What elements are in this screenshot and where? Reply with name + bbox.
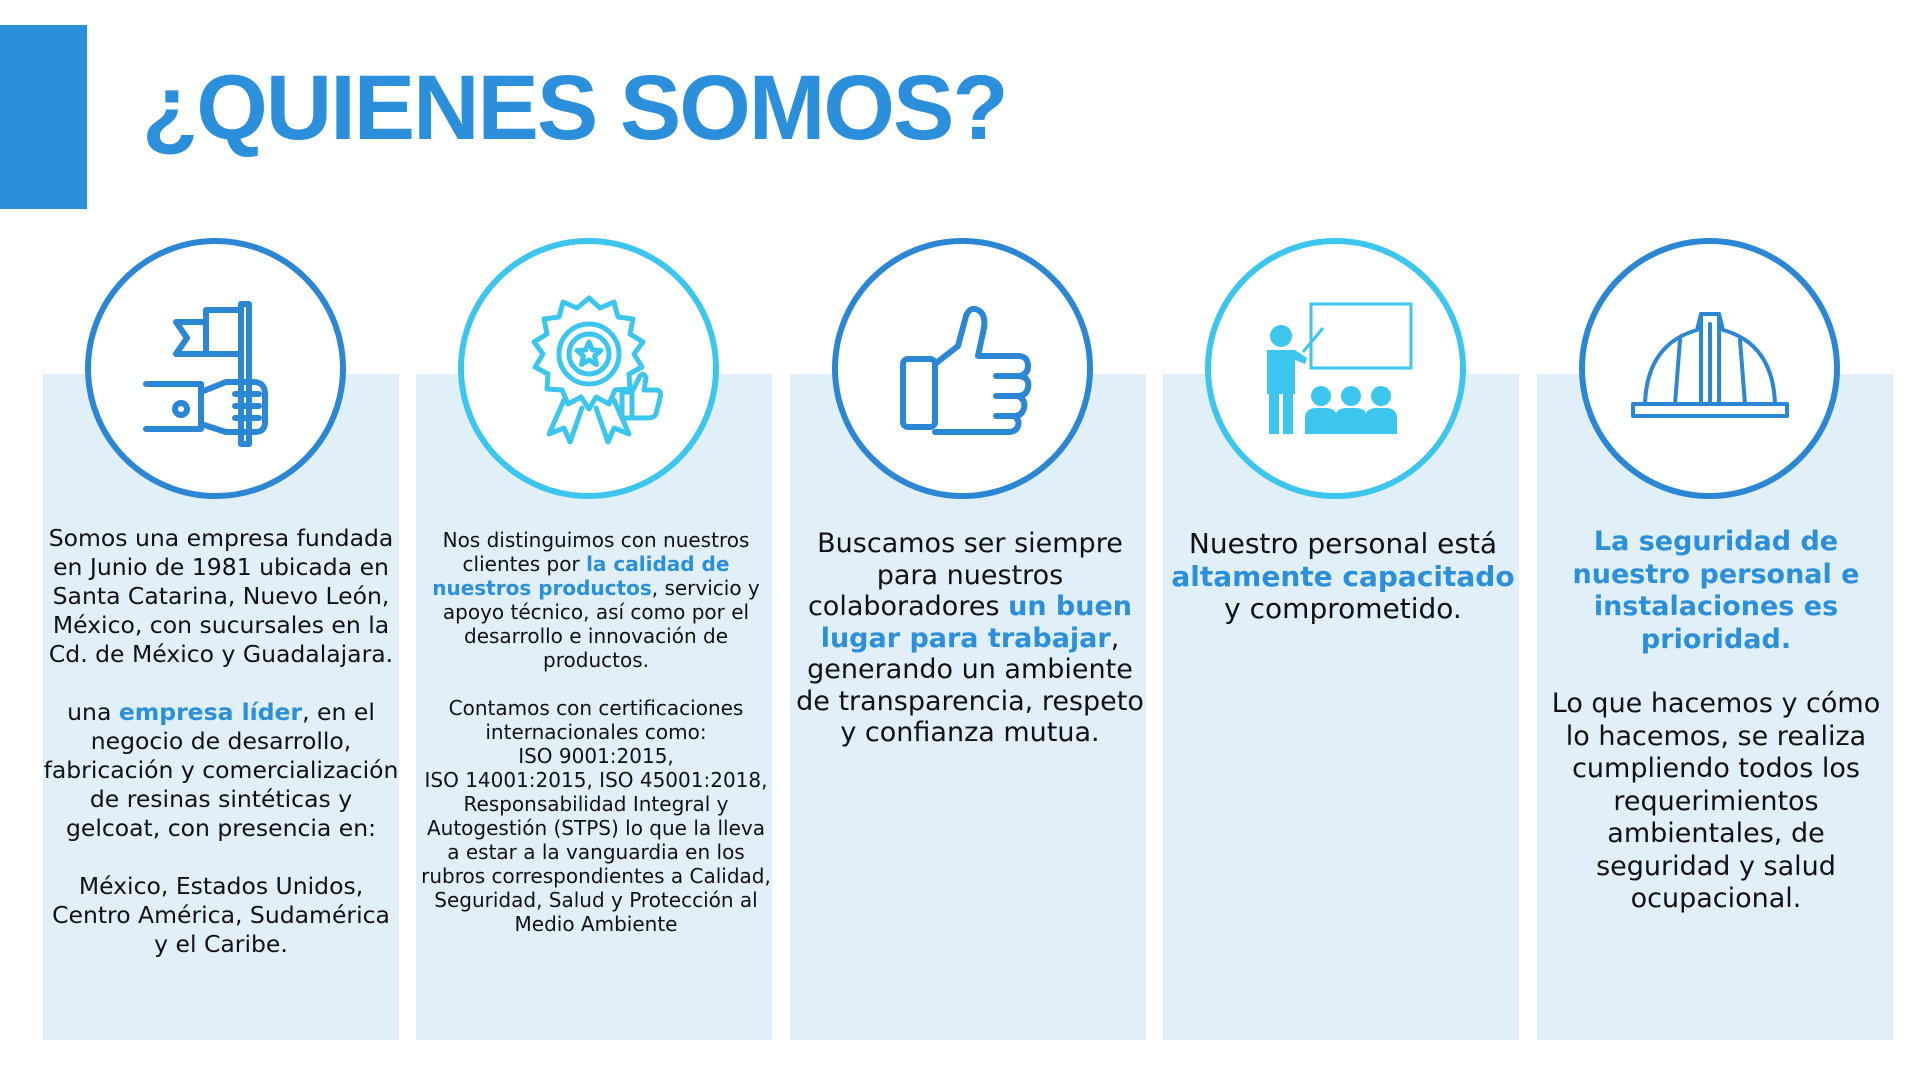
leadership-pre: una (67, 698, 119, 726)
workplace-post: , generando un ambiente de transparencia, respeto y confianza mutua. (796, 622, 1144, 748)
thumbs-up-icon (832, 238, 1093, 499)
page-title: ¿QUIENES SOMOS? (142, 57, 1007, 159)
staff-highlight: altamente capacitado (1171, 559, 1515, 593)
history-text (43, 524, 399, 959)
quality-paragraph (418, 528, 774, 672)
award-badge-icon (458, 238, 719, 499)
leadership-post: , en el negocio de desarrollo, fabricación y comercialización de resinas sintéticas y gelcoat, con presencia en: (43, 698, 399, 842)
staff-post: y comprometido. (1224, 592, 1462, 625)
certifications-list: ISO 14001:2015, ISO 45001:2018, Responsabilidad Integral y Autogestión (STPS) lo que la lleva a estar a la vanguardia en los rubros correspondientes a Calidad, Seguridad, Salud y Protección al Medio Ambiente (421, 768, 771, 936)
workplace-paragraph (792, 528, 1148, 749)
leadership-highlight: empresa líder (118, 698, 303, 726)
teacher-presentation-icon (1205, 238, 1466, 499)
quality-pre: Nos distinguimos con nuestros clientes por (442, 528, 750, 576)
leadership-paragraph (43, 698, 399, 843)
certifications-intro: Contamos con certificaciones internacionales como: (448, 696, 744, 744)
staff-text (1165, 528, 1521, 626)
staff-paragraph (1165, 528, 1521, 626)
safety-paragraph: Lo que hacemos y cómo lo hacemos, se realiza cumpliendo todos los requerimientos ambientales, de seguridad y salud ocupacional. (1551, 688, 1881, 914)
safety-text (1538, 526, 1894, 916)
presence-paragraph: México, Estados Unidos, Centro América, Sudamérica y el Caribe. (52, 872, 390, 958)
workplace-text (792, 528, 1148, 749)
hand-flag-icon (85, 238, 346, 499)
quality-post: , servicio y apoyo técnico, así como por el desarrollo e innovación de productos. (442, 576, 760, 672)
workplace-pre: Buscamos ser siempre para nuestros colaboradores (807, 528, 1123, 622)
workplace-highlight: un buen lugar para trabajar (820, 591, 1133, 654)
quality-highlight: la calidad de nuestros productos (432, 552, 730, 600)
accent-bar (0, 25, 87, 209)
hard-hat-icon (1579, 238, 1840, 499)
quality-text (418, 528, 774, 936)
staff-pre: Nuestro personal está (1188, 527, 1498, 560)
certification-iso9001: ISO 9001:2015, (518, 744, 674, 768)
safety-highlight: La seguridad de nuestro personal e instalaciones es prioridad. (1572, 526, 1860, 655)
history-paragraph: Somos una empresa fundada en Junio de 1981 ubicada en Santa Catarina, Nuevo León, México, con sucursales en la Cd. de México y Guadalajara. (48, 524, 394, 668)
